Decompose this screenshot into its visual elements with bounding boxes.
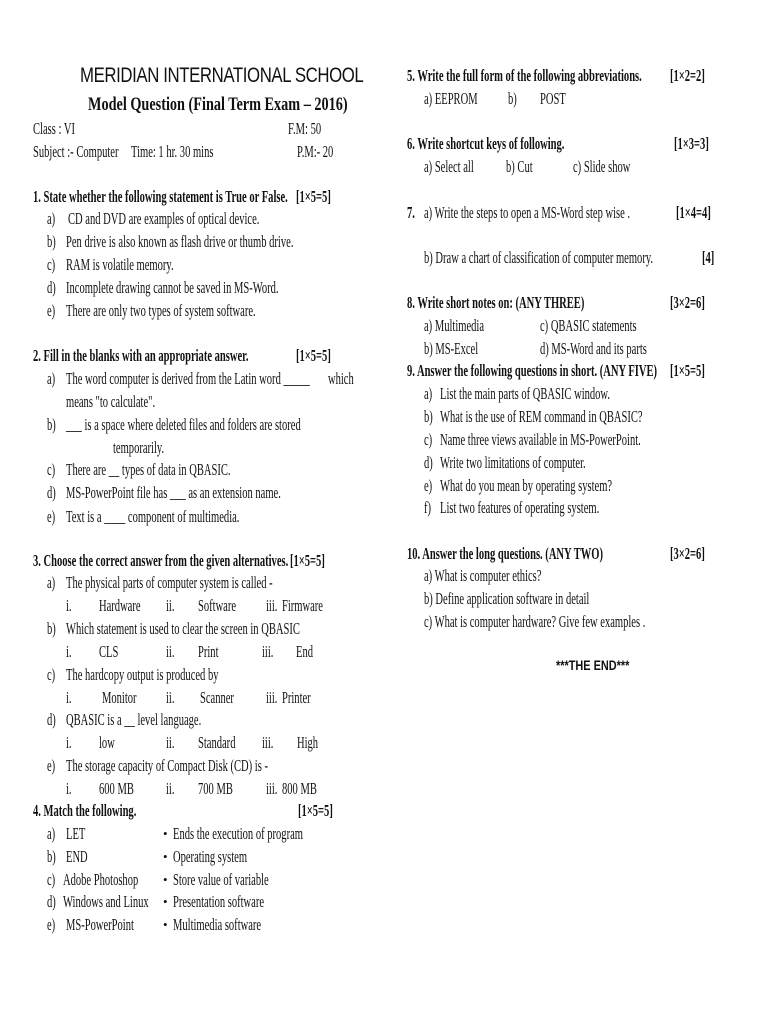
- q3-c-opt1: Monitor: [102, 688, 137, 707]
- q1-heading: 1. State whether the following statement is True or False.: [33, 187, 288, 206]
- q6-item-a: a) Select all: [424, 157, 474, 176]
- q10-item-a: a) What is computer ethics?: [424, 566, 542, 585]
- q1-item-a: CD and DVD are examples of optical device.: [68, 209, 260, 228]
- q7-item-a: a) Write the steps to open a MS-Word step wise .: [424, 203, 631, 222]
- q2-heading: 2. Fill in the blanks with an appropriate answer.: [33, 346, 249, 365]
- class-label: Class : VI: [33, 119, 75, 138]
- q4-row-d-right: Presentation software: [173, 892, 265, 911]
- q9-item-b-num: b): [424, 407, 433, 426]
- q3-b-opt1-num: i.: [66, 642, 72, 661]
- q9-item-a: List the main parts of QBASIC window.: [440, 384, 610, 403]
- q4-row-b-right: Operating system: [173, 847, 248, 866]
- q5-marks: [1×2=2]: [670, 66, 705, 85]
- q7-number: 7.: [407, 203, 415, 222]
- q3-b-opt3-num: iii.: [262, 642, 274, 661]
- q2-item-b-num: b): [47, 415, 56, 434]
- q1-item-e: There are only two types of system software.: [66, 301, 256, 320]
- q3-e-opt3: 800 MB: [282, 779, 317, 798]
- q2-item-b: ___ is a space where deleted files and folders are stored: [66, 415, 301, 434]
- q5-heading: 5. Write the full form of the following abbreviations.: [407, 66, 642, 85]
- q3-a-opt2-num: ii.: [166, 596, 175, 615]
- q4-bullet-a: •: [163, 826, 168, 841]
- q4-heading: 4. Match the following.: [33, 801, 137, 820]
- q3-item-c-num: c): [47, 665, 56, 684]
- q10-item-b: b) Define application software in detail: [424, 589, 590, 608]
- q2-item-e: Text is a ____ component of multimedia.: [66, 507, 240, 526]
- q2-item-c: There are __ types of data in QBASIC.: [66, 460, 231, 479]
- q1-marks: [1×5=5]: [296, 187, 331, 206]
- q3-item-d-num: d): [47, 710, 56, 729]
- q3-d-opt1: low: [99, 733, 115, 752]
- q2-item-a: The word computer is derived from the Latin word _____: [66, 369, 310, 388]
- q10-item-c: c) What is computer hardware? Give few examples .: [424, 612, 646, 631]
- q3-d-opt2-num: ii.: [166, 733, 175, 752]
- q4-row-c-right: Store value of variable: [173, 870, 269, 889]
- q1-item-c-num: c): [47, 255, 56, 274]
- q3-b-opt2-num: ii.: [166, 642, 175, 661]
- q10-heading: 10. Answer the long questions. (ANY TWO): [407, 544, 603, 563]
- q4-row-b-left: END: [66, 847, 88, 866]
- q8-item-d: d) MS-Word and its parts: [540, 339, 647, 358]
- q3-item-b: Which statement is used to clear the screen in QBASIC: [66, 619, 300, 638]
- q2-item-c-num: c): [47, 460, 56, 479]
- q3-item-c: The hardcopy output is produced by: [66, 665, 219, 684]
- q4-bullet-e: •: [163, 917, 168, 932]
- full-marks: F.M: 50: [288, 119, 322, 138]
- q9-item-b: What is the use of REM command in QBASIC?: [440, 407, 643, 426]
- q3-c-opt3-num: iii.: [266, 688, 278, 707]
- q6-marks: [1×3=3]: [674, 134, 709, 153]
- q3-e-opt3-num: iii.: [266, 779, 278, 798]
- q3-d-opt1-num: i.: [66, 733, 72, 752]
- q4-row-c-num: c): [47, 870, 56, 889]
- q3-a-opt3-num: iii.: [266, 596, 278, 615]
- q7-b-marks: [4]: [702, 248, 715, 267]
- q4-row-d-left: Windows and Linux: [63, 892, 149, 911]
- q2-item-b-cont: temporarily.: [113, 438, 165, 457]
- q5-item-a: a) EEPROM: [424, 89, 478, 108]
- q2-item-a-num: a): [47, 369, 56, 388]
- q9-item-e-num: e): [424, 476, 433, 495]
- q3-a-opt3: Firmware: [282, 596, 323, 615]
- q5-item-b: POST: [540, 89, 566, 108]
- q9-item-a-num: a): [424, 384, 433, 403]
- q2-item-a-cont: means "to calculate".: [66, 392, 156, 411]
- q3-d-opt3-num: iii.: [262, 733, 274, 752]
- q4-row-b-num: b): [47, 847, 56, 866]
- exam-title: Model Question (Final Term Exam – 2016): [88, 94, 348, 115]
- q4-marks: [1×5=5]: [298, 801, 333, 820]
- q4-row-e-left: MS-PowerPoint: [66, 915, 134, 934]
- q3-b-opt2: Print: [198, 642, 219, 661]
- pass-marks: P.M:- 20: [297, 142, 334, 161]
- q4-bullet-c: •: [163, 872, 168, 887]
- q3-item-a: The physical parts of computer system is called -: [66, 573, 273, 592]
- q8-marks: [3×2=6]: [670, 293, 705, 312]
- q3-a-opt2: Software: [198, 596, 237, 615]
- q1-item-e-num: e): [47, 301, 56, 320]
- q9-heading: 9. Answer the following questions in short. (ANY FIVE): [407, 361, 658, 380]
- q4-bullet-b: •: [163, 849, 168, 864]
- q9-item-d: Write two limitations of computer.: [440, 453, 586, 472]
- q3-b-opt3: End: [296, 642, 313, 661]
- q1-item-d: Incomplete drawing cannot be saved in MS-Word.: [66, 278, 279, 297]
- q1-item-c: RAM is volatile memory.: [66, 255, 174, 274]
- q1-item-d-num: d): [47, 278, 56, 297]
- time-label: Time: 1 hr. 30 mins: [131, 142, 214, 161]
- q2-marks: [1×5=5]: [296, 346, 331, 365]
- q6-item-b: b) Cut: [506, 157, 533, 176]
- q3-c-opt2-num: ii.: [166, 688, 175, 707]
- q1-item-a-num: a): [47, 209, 56, 228]
- q3-item-a-num: a): [47, 573, 56, 592]
- q4-row-c-left: Adobe Photoshop: [63, 870, 139, 889]
- q9-item-f-num: f): [424, 498, 432, 517]
- q8-item-a: a) Multimedia: [424, 316, 485, 335]
- q4-row-e-num: e): [47, 915, 56, 934]
- q3-e-opt1-num: i.: [66, 779, 72, 798]
- q9-marks: [1×5=5]: [670, 361, 705, 380]
- q8-heading: 8. Write short notes on: (ANY THREE): [407, 293, 585, 312]
- q2-item-e-num: e): [47, 507, 56, 526]
- q4-row-d-num: d): [47, 892, 56, 911]
- q3-b-opt1: CLS: [99, 642, 119, 661]
- q3-item-b-num: b): [47, 619, 56, 638]
- q7-a-marks: [1×4=4]: [676, 203, 711, 222]
- q3-a-opt1: Hardware: [99, 596, 141, 615]
- the-end-marker: ***THE END***: [556, 657, 630, 673]
- q2-item-d: MS-PowerPoint file has ___ as an extension name.: [66, 483, 281, 502]
- q1-item-b-num: b): [47, 232, 56, 251]
- school-name: MERIDIAN INTERNATIONAL SCHOOL: [80, 64, 364, 87]
- q3-marks: [1×5=5]: [290, 551, 325, 570]
- q2-item-a-tail: which: [328, 369, 354, 388]
- q3-e-opt1: 600 MB: [99, 779, 134, 798]
- q8-item-b: b) MS-Excel: [424, 339, 479, 358]
- q3-heading: 3. Choose the correct answer from the given alternatives.: [33, 551, 289, 570]
- q3-c-opt1-num: i.: [66, 688, 72, 707]
- subject-label: Subject :- Computer: [33, 142, 119, 161]
- q4-row-a-num: a): [47, 824, 56, 843]
- q3-c-opt3: Printer: [282, 688, 311, 707]
- q3-item-d: QBASIC is a __ level language.: [66, 710, 202, 729]
- q4-row-a-right: Ends the execution of program: [173, 824, 303, 843]
- q10-marks: [3×2=6]: [670, 544, 705, 563]
- q1-item-b: Pen drive is also known as flash drive or thumb drive.: [66, 232, 294, 251]
- q4-row-e-right: Multimedia software: [173, 915, 262, 934]
- q7-item-b: b) Draw a chart of classification of computer memory.: [424, 248, 654, 267]
- q5-item-b-num: b): [508, 89, 517, 108]
- q3-item-e-num: e): [47, 756, 56, 775]
- q3-e-opt2-num: ii.: [166, 779, 175, 798]
- q4-row-a-left: LET: [66, 824, 86, 843]
- q3-d-opt3: High: [297, 733, 319, 752]
- q4-bullet-d: •: [163, 894, 168, 909]
- q9-item-e: What do you mean by operating system?: [440, 476, 613, 495]
- q6-heading: 6. Write shortcut keys of following.: [407, 134, 565, 153]
- q3-d-opt2: Standard: [198, 733, 236, 752]
- q3-c-opt2: Scanner: [200, 688, 234, 707]
- q3-item-e: The storage capacity of Compact Disk (CD) is -: [66, 756, 268, 775]
- q2-item-d-num: d): [47, 483, 56, 502]
- q3-e-opt2: 700 MB: [198, 779, 233, 798]
- q8-item-c: c) QBASIC statements: [540, 316, 637, 335]
- q6-item-c: c) Slide show: [573, 157, 631, 176]
- q9-item-d-num: d): [424, 453, 433, 472]
- q9-item-c: Name three views available in MS-PowerPoint.: [440, 430, 641, 449]
- q9-item-f: List two features of operating system.: [440, 498, 600, 517]
- q9-item-c-num: c): [424, 430, 433, 449]
- q3-a-opt1-num: i.: [66, 596, 72, 615]
